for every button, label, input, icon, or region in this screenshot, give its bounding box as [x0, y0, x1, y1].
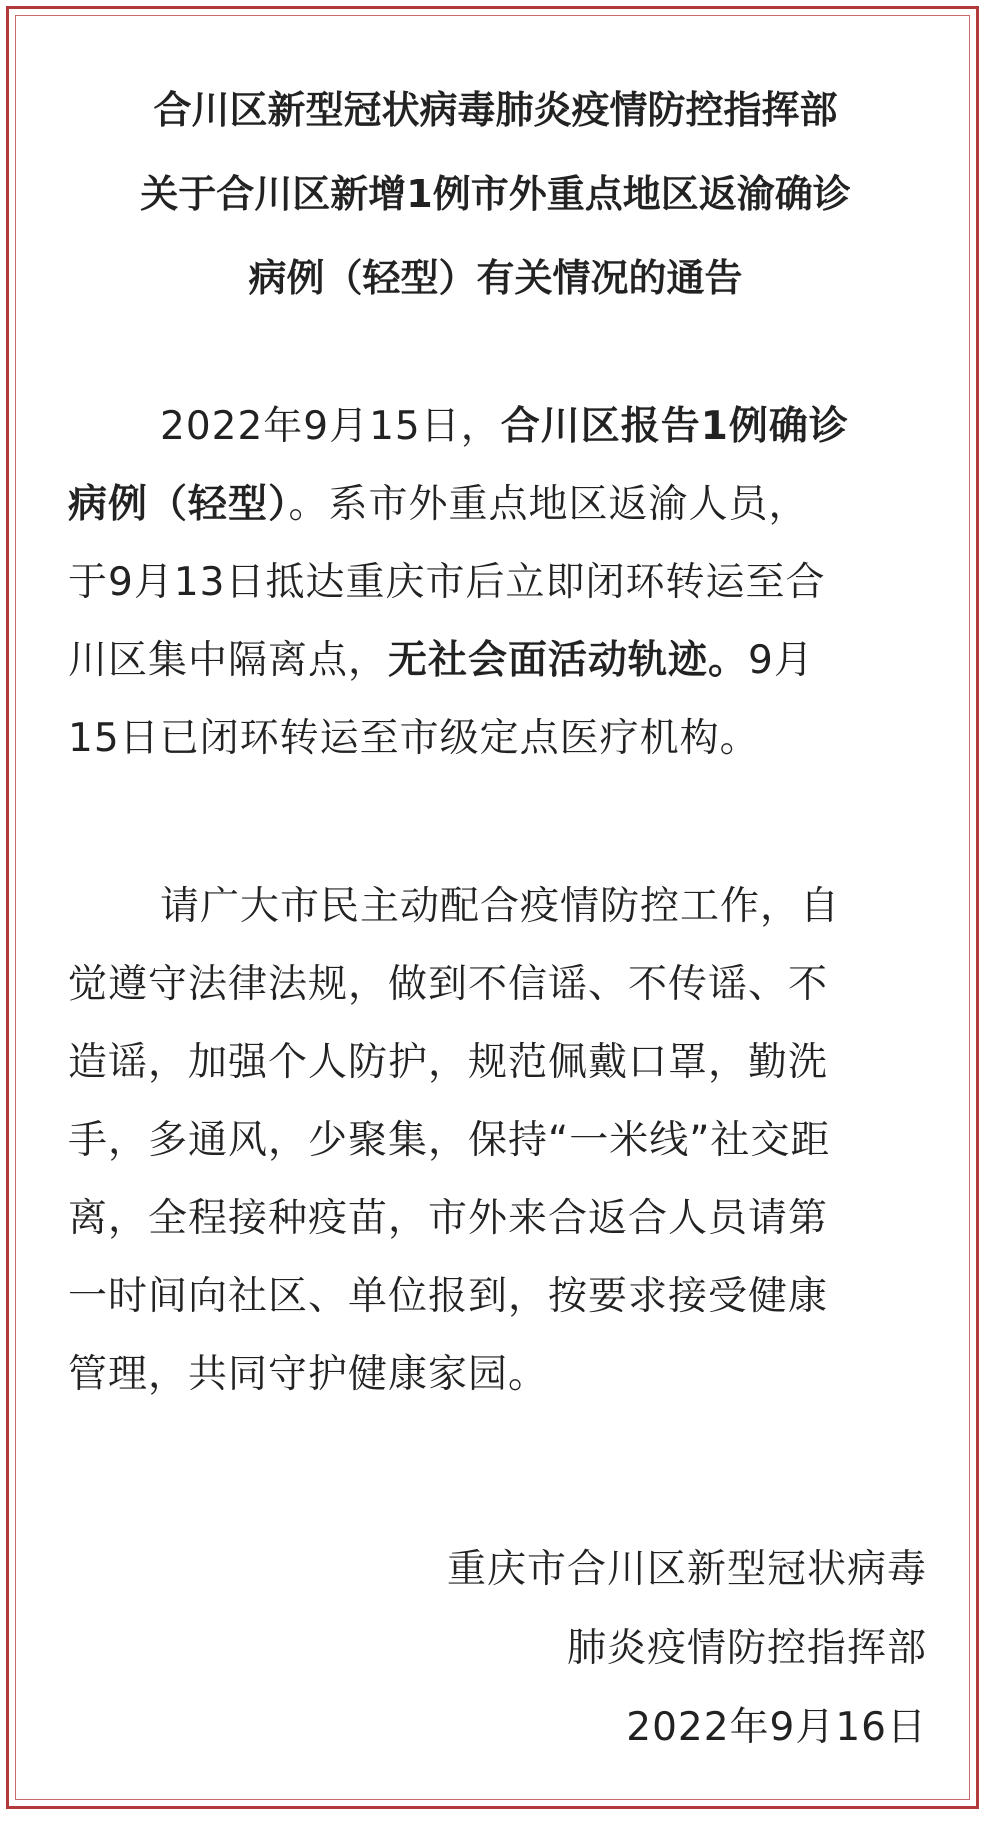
para2-line-4: 手，多通风，少聚集，保持“一米线”社交距 — [68, 1118, 831, 1163]
para2-line-3: 造谣，加强个人防护，规范佩戴口罩，勤洗 — [68, 1040, 829, 1085]
para1-line-3: 于9月13日抵达重庆市后立即闭环转运至合 — [68, 560, 826, 605]
para1-line-2 — [68, 466, 923, 544]
transfer-date-text: 9月 — [748, 638, 814, 683]
title-line-1: 合川区新型冠状病毒肺炎疫情防控指挥部 — [153, 88, 838, 132]
report-highlight: 合川区报告1例确诊 — [500, 404, 849, 449]
case-type-highlight: 病例（轻型） — [68, 482, 289, 527]
para2-line-6: 一时间向社区、单位报到，按要求接受健康 — [68, 1274, 829, 1319]
para1-line-4 — [68, 622, 923, 700]
para1-line-1 — [68, 388, 923, 466]
para2-line-1: 请广大市民主动配合疫情防控工作，自 — [160, 884, 841, 929]
paragraph-appeal — [68, 868, 923, 1414]
signature-org-line-2: 肺炎疫情防控指挥部 — [566, 1626, 927, 1671]
case-origin-text: 。系市外重点地区返渝人员， — [288, 482, 809, 527]
para1-line-5: 15日已闭环转运至市级定点医疗机构。 — [68, 716, 760, 761]
title-line-3: 病例（轻型）有关情况的通告 — [248, 256, 743, 300]
no-activity-highlight: 无社会面活动轨迹。 — [388, 638, 749, 683]
title-line-2: 关于合川区新增1例市外重点地区返渝确诊 — [140, 172, 851, 216]
isolation-text: 川区集中隔离点， — [68, 638, 389, 683]
notice-title — [70, 68, 921, 320]
para2-line-2: 觉遵守法律法规，做到不信谣、不传谣、不 — [68, 962, 829, 1007]
report-date-text: 2022年9月15日， — [160, 404, 501, 449]
para2-line-7: 管理，共同守护健康家园。 — [68, 1352, 549, 1397]
signature-date: 2022年9月16日 — [626, 1705, 927, 1750]
paragraph-case-report — [68, 388, 923, 778]
para2-line-5: 离，全程接种疫苗，市外来合返合人员请第 — [68, 1196, 829, 1241]
signature-org-line-1: 重庆市合川区新型冠状病毒 — [446, 1547, 927, 1592]
signature-block — [447, 1530, 927, 1767]
